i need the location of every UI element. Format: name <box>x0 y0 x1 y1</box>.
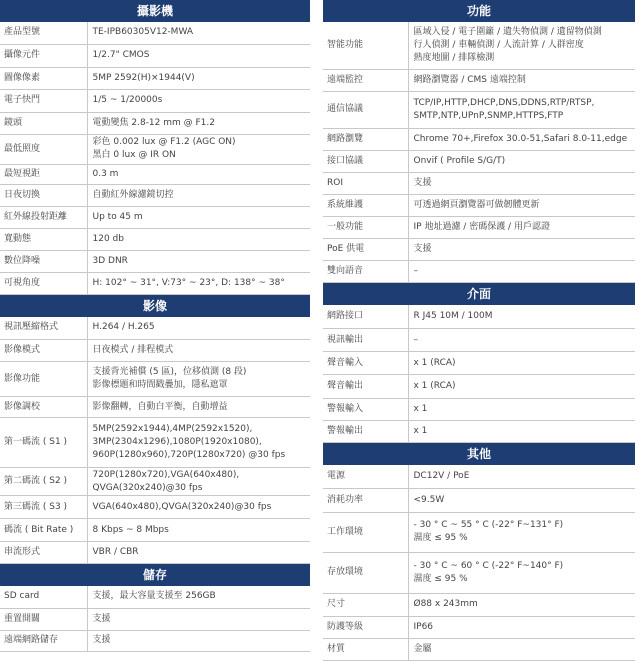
spec-value-line: DC12V / PoE <box>413 470 470 481</box>
table-row <box>0 112 310 134</box>
spec-value <box>87 468 310 496</box>
spec-value <box>87 317 310 340</box>
spec-value <box>408 329 635 352</box>
spec-value-line: 濕度 ≤ 95 % <box>413 573 468 584</box>
spec-label: 日夜切換 <box>0 184 87 206</box>
table-row <box>323 593 635 616</box>
spec-value-line: 3MP(2304x1296),1080P(1920x1080), <box>92 437 262 447</box>
spec-value-line: 支援背光補償 (5 區)，位移偵測 (8 段) <box>92 367 247 377</box>
spec-label: 警報輸入 <box>323 399 408 421</box>
spec-label: 工作環境 <box>323 512 408 552</box>
table-row <box>0 362 310 397</box>
spec-value <box>87 397 310 418</box>
spec-label: 影像模式 <box>0 340 87 362</box>
spec-value <box>408 488 635 512</box>
spec-label: 接口協議 <box>323 150 408 172</box>
table-row <box>0 586 310 608</box>
spec-value-line: x 1 <box>413 404 428 414</box>
spec-label: SD card <box>0 586 87 608</box>
spec-value <box>87 134 310 164</box>
spec-value-line: 960P(1280x960),720P(1280x720) @30 fps <box>92 450 286 460</box>
spec-value <box>408 172 635 194</box>
spec-value-line: Up to 45 m <box>92 211 143 222</box>
spec-label: 通信協議 <box>323 91 408 128</box>
spec-value-line: – <box>413 265 418 276</box>
spec-value-line: x 1 (RCA) <box>413 381 456 391</box>
spec-value-line: <9.5W <box>413 494 445 505</box>
spec-label: 網路接口 <box>323 305 408 329</box>
spec-value-line: VBR / CBR <box>92 547 139 557</box>
spec-value <box>408 69 635 91</box>
table-row <box>323 216 635 238</box>
spec-label: 遠端網路儲存 <box>0 630 87 651</box>
spec-label: 紅外線投射距離 <box>0 206 87 228</box>
spec-value-line: 行人偵測 / 車輛偵測 / 人流計算 / 人群密度 <box>413 39 584 50</box>
spec-label: 遠端監控 <box>323 69 408 91</box>
spec-label: 一般功能 <box>323 216 408 238</box>
spec-label: 影像功能 <box>0 362 87 397</box>
spec-label: 聲音輸入 <box>323 352 408 375</box>
spec-value-line: 支援 <box>413 177 432 188</box>
spec-value-line: 3D DNR <box>92 255 128 266</box>
spec-label: 影像調校 <box>0 397 87 418</box>
spec-value-line: R J45 10M / 100M <box>413 310 493 321</box>
spec-value-line: 1/2.7" CMOS <box>92 50 150 60</box>
spec-value <box>408 638 635 660</box>
spec-value-line: 0.3 m <box>92 168 119 179</box>
spec-value-line: 彩色 0.002 lux @ F1.2 (AGC ON) <box>92 137 236 147</box>
spec-value-line: 日夜模式 / 排程模式 <box>92 345 174 355</box>
spec-value <box>87 22 310 44</box>
spec-value <box>87 228 310 250</box>
table-row <box>0 630 310 651</box>
table-row <box>323 194 635 216</box>
spec-value <box>87 89 310 112</box>
spec-value-line: 熱度地圖 / 排隊檢測 <box>413 52 495 63</box>
table-row <box>323 260 635 282</box>
spec-value-line: 720P(1280x720),VGA(640x480), <box>92 469 240 480</box>
spec-value <box>87 542 310 564</box>
spec-value-line: x 1 (RCA) <box>413 357 456 368</box>
table-row <box>323 512 635 552</box>
table-row <box>323 421 635 443</box>
spec-label: 最低照度 <box>0 134 87 164</box>
table-row <box>0 134 310 164</box>
spec-section <box>323 443 635 661</box>
spec-label: 第一碼流 ( S1 ) <box>0 418 87 468</box>
table-row <box>0 184 310 206</box>
spec-value-line: 1/5 ~ 1/20000s <box>92 95 163 105</box>
table-row <box>0 206 310 228</box>
spec-value <box>408 216 635 238</box>
spec-value-line: IP66 <box>413 621 434 632</box>
table-row <box>0 164 310 184</box>
spec-label: 串流形式 <box>0 542 87 564</box>
spec-value-line: – <box>413 334 418 345</box>
table-row <box>0 519 310 542</box>
spec-label: 電源 <box>323 465 408 488</box>
spec-value <box>87 340 310 362</box>
spec-label: 視訊輸出 <box>323 329 408 352</box>
spec-value <box>408 552 635 593</box>
table-row <box>323 69 635 91</box>
spec-value <box>87 272 310 294</box>
spec-value <box>408 375 635 399</box>
table-row <box>0 397 310 418</box>
table-row <box>0 608 310 630</box>
table-row <box>323 399 635 421</box>
table-row <box>323 172 635 194</box>
spec-value-line: 5MP 2592(H)×1944(V) <box>92 72 195 83</box>
spec-value <box>408 128 635 150</box>
spec-value-line: 支援 <box>92 635 111 645</box>
spec-section <box>0 564 310 652</box>
spec-value <box>87 44 310 67</box>
spec-label: 電子快門 <box>0 89 87 112</box>
spec-value <box>87 184 310 206</box>
spec-table <box>323 22 635 283</box>
spec-value <box>408 305 635 329</box>
spec-value-line: x 1 <box>413 426 428 436</box>
spec-label: 智能功能 <box>323 22 408 69</box>
spec-value <box>87 112 310 134</box>
spec-value-line: Chrome 70+,Firefox 30.0-51,Safari 8.0-11,edge <box>413 133 628 144</box>
spec-label: 重置開關 <box>0 608 87 630</box>
spec-value <box>87 362 310 397</box>
table-row <box>0 89 310 112</box>
spec-value-line: 8 Kbps ~ 8 Mbps <box>92 524 169 535</box>
spec-table <box>0 586 310 652</box>
spec-section <box>323 283 635 444</box>
spec-value <box>408 260 635 282</box>
spec-value <box>408 512 635 552</box>
table-row <box>323 22 635 69</box>
spec-section <box>323 0 635 283</box>
spec-table <box>0 22 310 295</box>
spec-label: 雙向語音 <box>323 260 408 282</box>
spec-value <box>87 496 310 519</box>
spec-value-line: 可透過網頁瀏覽器可做韌體更新 <box>413 199 540 210</box>
spec-label: 尺寸 <box>323 593 408 616</box>
table-row <box>0 496 310 519</box>
spec-value-line: 支援 <box>92 613 111 624</box>
table-row <box>0 340 310 362</box>
spec-value-line: H.264 / H.265 <box>92 322 155 333</box>
spec-value-line: QVGA(320x240)@30 fps <box>92 482 203 493</box>
spec-value-line: TCP/IP,HTTP,DHCP,DNS,DDNS,RTP/RTSP, <box>413 97 595 108</box>
spec-value-line: 金屬 <box>413 643 432 654</box>
table-row <box>323 128 635 150</box>
table-row <box>0 44 310 67</box>
table-row <box>323 616 635 638</box>
table-row <box>323 305 635 329</box>
spec-value-line: IP 地址過濾 / 密碼保護 / 用戶認證 <box>413 221 550 232</box>
spec-section <box>0 295 310 565</box>
spec-value <box>408 465 635 488</box>
spec-value <box>408 399 635 421</box>
section-header: 影像 <box>0 295 310 317</box>
spec-value-line: Onvif ( Profile S/G/T) <box>413 155 506 166</box>
spec-label: 視訊壓縮格式 <box>0 317 87 340</box>
spec-table <box>0 317 310 565</box>
table-row <box>323 552 635 593</box>
table-row <box>323 488 635 512</box>
table-row <box>0 418 310 468</box>
table-row <box>0 317 310 340</box>
table-row <box>323 352 635 375</box>
spec-value-line: 濕度 ≤ 95 % <box>413 533 468 543</box>
table-row <box>323 238 635 260</box>
table-row <box>323 465 635 488</box>
spec-value-line: 自動紅外線濾鏡切控 <box>92 189 174 200</box>
spec-column-left <box>0 0 310 652</box>
table-row <box>323 638 635 660</box>
spec-value <box>408 421 635 443</box>
spec-label: 聲音輸出 <box>323 375 408 399</box>
spec-label: 第二碼流 ( S2 ) <box>0 468 87 496</box>
spec-label: 網路瀏覽 <box>323 128 408 150</box>
section-header: 其他 <box>323 443 635 465</box>
spec-table <box>323 465 635 661</box>
spec-value-line: 5MP(2592x1944),4MP(2592x1520), <box>92 424 253 434</box>
spec-label: 寬動態 <box>0 228 87 250</box>
spec-value <box>87 67 310 89</box>
spec-label: 產品型號 <box>0 22 87 44</box>
spec-value <box>408 150 635 172</box>
section-header: 功能 <box>323 0 635 22</box>
spec-value <box>408 593 635 616</box>
spec-column-right <box>323 0 635 661</box>
spec-label: 鏡頭 <box>0 112 87 134</box>
table-row <box>0 67 310 89</box>
spec-value-line: 影像翻轉，自動白平衡，自動增益 <box>92 401 228 412</box>
spec-label: 最短視距 <box>0 164 87 184</box>
spec-value <box>408 91 635 128</box>
spec-value <box>87 250 310 272</box>
section-header: 攝影機 <box>0 0 310 22</box>
section-header: 儲存 <box>0 564 310 586</box>
section-header: 介面 <box>323 283 635 305</box>
table-row <box>323 150 635 172</box>
spec-value-line: VGA(640x480),QVGA(320x240)@30 fps <box>92 501 272 512</box>
spec-label: 存放環境 <box>323 552 408 593</box>
spec-label: 第三碼流 ( S3 ) <box>0 496 87 519</box>
spec-label: 數位降噪 <box>0 250 87 272</box>
table-row <box>0 228 310 250</box>
table-row <box>323 329 635 352</box>
spec-value <box>87 519 310 542</box>
spec-value-line: 黑白 0 lux @ IR ON <box>92 150 176 160</box>
spec-value-line: Ø88 x 243mm <box>413 599 478 609</box>
spec-value-line: 區域入侵 / 電子圍籬 / 遺失物偵測 / 遺留物偵測 <box>413 26 602 37</box>
spec-value-line: TE-IPB60305V12-MWA <box>92 27 194 38</box>
spec-label: 警報輸出 <box>323 421 408 443</box>
spec-value-line: 支援，最大容量支援至 256GB <box>92 591 216 602</box>
table-row <box>0 272 310 294</box>
spec-value-line: - 30 ° C ~ 60 ° C (-22° F~140° F) <box>413 560 564 571</box>
spec-value-line: 支援 <box>413 243 432 254</box>
table-row <box>0 542 310 564</box>
spec-value <box>408 616 635 638</box>
spec-value-line: SMTP,NTP,UPnP,SNMP,HTTPS,FTP <box>413 110 564 121</box>
spec-value-line: 影像標題和時間戳疊加，隱私遮罩 <box>92 380 228 390</box>
spec-label: 防護等級 <box>323 616 408 638</box>
spec-label: ROI <box>323 172 408 194</box>
spec-label: 攝像元件 <box>0 44 87 67</box>
table-row <box>323 375 635 399</box>
spec-label: 碼流 ( Bit Rate ) <box>0 519 87 542</box>
spec-value-line: 電動變焦 2.8-12 mm @ F1.2 <box>92 117 215 128</box>
spec-value-line: 網路瀏覽器 / CMS 遠端控制 <box>413 74 526 85</box>
spec-value <box>408 194 635 216</box>
spec-value <box>408 352 635 375</box>
spec-value-line: 120 db <box>92 233 124 244</box>
spec-table <box>323 305 635 444</box>
spec-value <box>87 586 310 608</box>
spec-value-line: H: 102° ~ 31°, V:73° ~ 23°, D: 138° ~ 38° <box>92 277 285 288</box>
spec-label: 圖像像素 <box>0 67 87 89</box>
spec-label: PoE 供電 <box>323 238 408 260</box>
spec-value <box>87 418 310 468</box>
spec-section <box>0 0 310 295</box>
spec-label: 材質 <box>323 638 408 660</box>
table-row <box>323 91 635 128</box>
table-row <box>0 468 310 496</box>
spec-value <box>87 630 310 651</box>
spec-value <box>87 206 310 228</box>
table-row <box>0 22 310 44</box>
spec-label: 可視角度 <box>0 272 87 294</box>
spec-value <box>408 22 635 69</box>
spec-value-line: - 30 ° C ~ 55 ° C (-22° F~131° F) <box>413 520 564 530</box>
spec-value <box>87 608 310 630</box>
spec-label: 系統維護 <box>323 194 408 216</box>
table-row <box>0 250 310 272</box>
spec-value <box>87 164 310 184</box>
spec-label: 消耗功率 <box>323 488 408 512</box>
spec-value <box>408 238 635 260</box>
